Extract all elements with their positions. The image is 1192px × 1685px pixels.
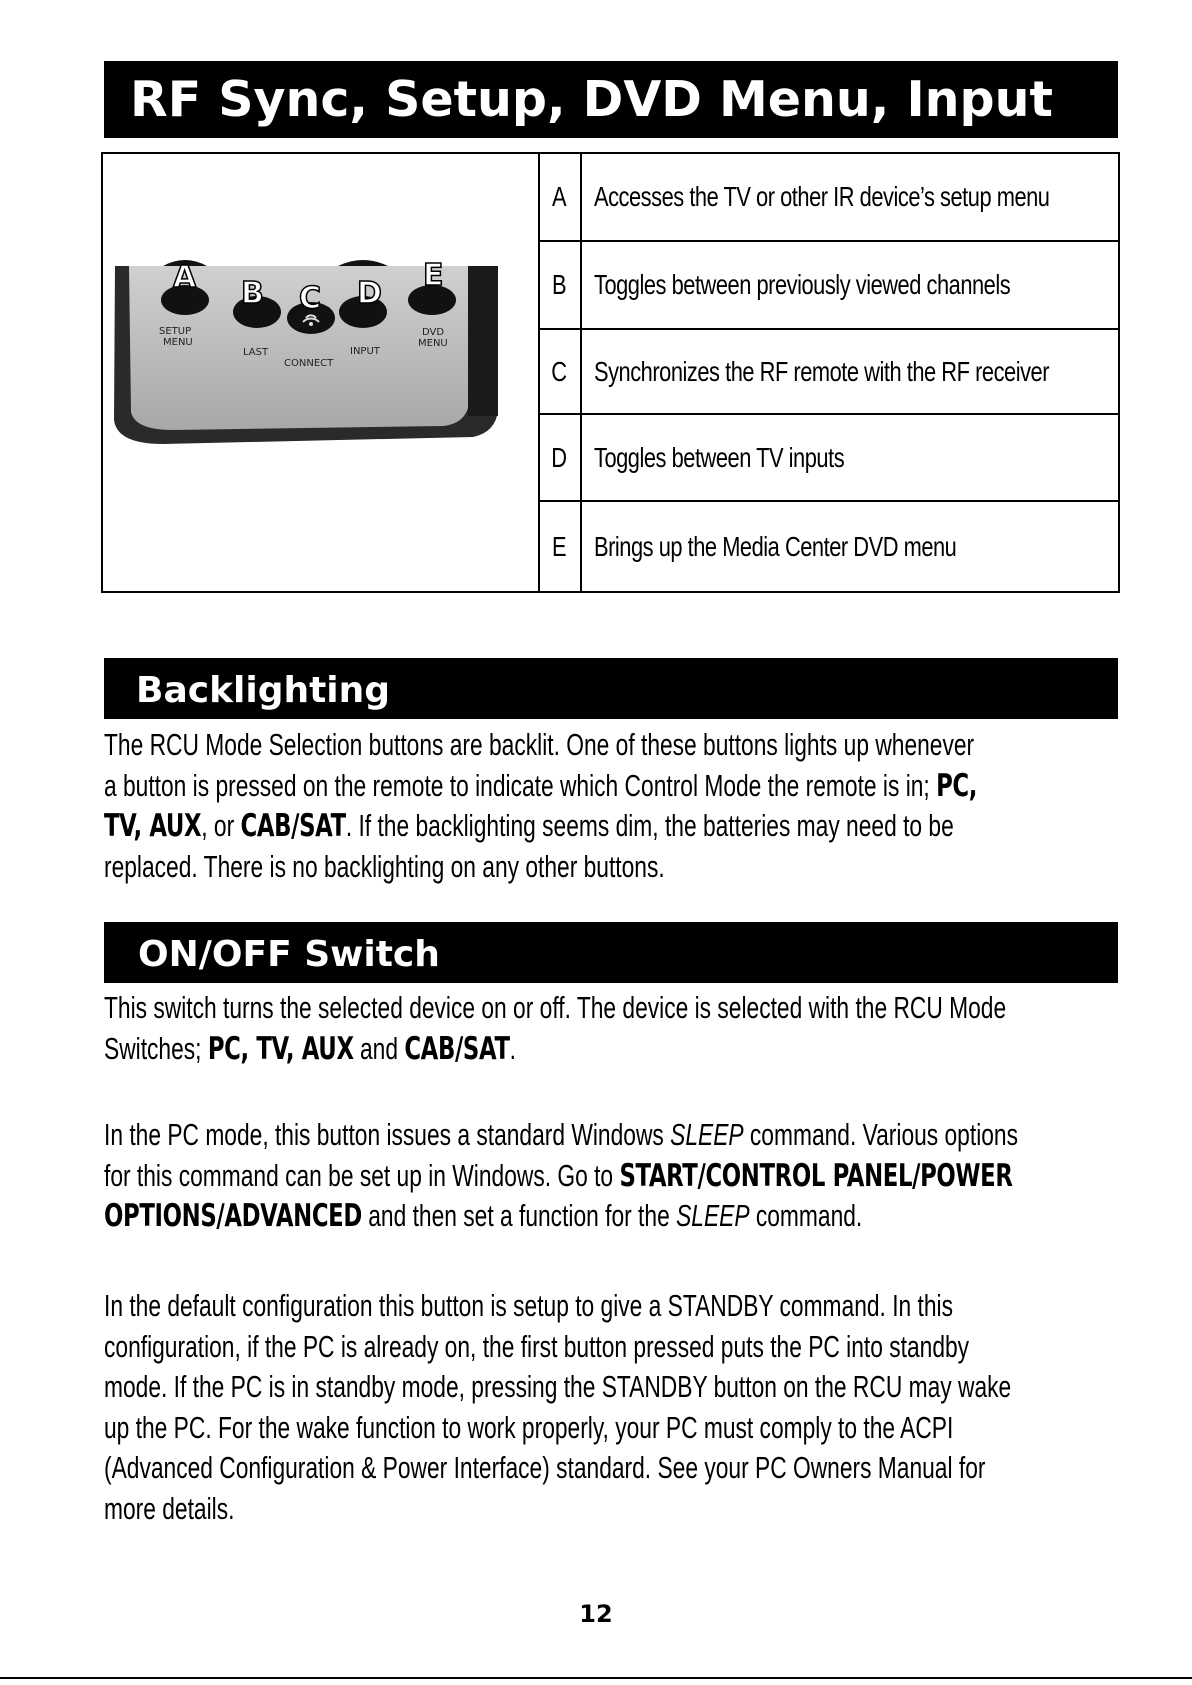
legend-letter: C [551, 355, 568, 387]
text-line: In the default configuration this button is setup to give a STANDBY command. In this [104, 1288, 954, 1323]
text-line: replaced. There is no backlighting on any other buttons. [104, 848, 665, 884]
setup-menu-label: SETUP [159, 326, 192, 337]
dvd-menu-label: DVD [422, 327, 445, 338]
bottom-rule [0, 1677, 1192, 1679]
legend-description: Accesses the TV or other IR device’s setup menu [594, 181, 1050, 212]
legend-letter: E [552, 530, 567, 562]
input-label: INPUT [350, 346, 380, 357]
legend-description: Toggles between previously viewed channels [594, 269, 1011, 300]
legend-letter: A [552, 181, 567, 212]
text-line: (Advanced Configuration & Power Interface) standard. See your PC Owners Manual for [104, 1450, 986, 1485]
legend-letter: B [552, 269, 567, 300]
backlighting-paragraph [104, 725, 1144, 887]
on-off-paragraph-2 [104, 1115, 1144, 1237]
text-line: Switches; PC, TV, AUX and CAB/SAT. [104, 1030, 516, 1067]
svg-text:MENU: MENU [418, 338, 448, 349]
page-number: 12 [579, 1600, 613, 1628]
text-line: a button is pressed on the remote to indicate which Control Mode the remote is in; PC, [104, 767, 978, 804]
legend-row [539, 242, 1118, 330]
text-line: configuration, if the PC is already on, the first button pressed puts the PC into standby [104, 1328, 970, 1364]
legend-description: Toggles between TV inputs [594, 441, 845, 473]
text-line: mode. If the PC is in standby mode, pressing the STANDBY button on the RCU may wake [104, 1369, 1012, 1404]
connect-label: CONNECT [284, 358, 334, 369]
remote-image-cell [103, 154, 540, 591]
legend-row [539, 502, 1118, 591]
text-line: In the PC mode, this button issues a standard Windows SLEEP command. Various options [104, 1117, 1018, 1152]
callout-e: E [423, 258, 444, 293]
text-line: TV, AUX, or CAB/SAT. If the backlighting seems dim, the batteries may need to be [104, 808, 954, 844]
legend-description: Brings up the Media Center DVD menu [594, 530, 957, 562]
legend-row [539, 154, 1118, 242]
callout-b: B [241, 276, 264, 311]
callout-d: D [357, 276, 382, 311]
callout-c: C [299, 281, 322, 316]
on-off-switch-heading: ON/OFF Switch [104, 922, 1118, 983]
remote-control-illustration [103, 154, 538, 591]
legend-description: Synchronizes the RF remote with the RF receiver [594, 355, 1050, 387]
text-line: more details. [104, 1490, 235, 1526]
last-label: LAST [243, 347, 269, 358]
text-line: OPTIONS/ADVANCED and then set a function for the SLEEP command. [104, 1198, 863, 1234]
on-off-paragraph-1 [104, 988, 1144, 1069]
legend-row [539, 415, 1118, 502]
text-line: up the PC. For the wake function to work properly, your PC must comply to the ACPI [104, 1409, 954, 1445]
text-line: for this command can be set up in Windows. Go to START/CONTROL PANEL/POWER [104, 1157, 1013, 1194]
callout-a: A [173, 260, 197, 295]
on-off-paragraph-3 [104, 1286, 1144, 1529]
legend-letter: D [551, 441, 568, 473]
button-legend-table [101, 152, 1120, 593]
page-title: RF Sync, Setup, DVD Menu, Input [104, 61, 1118, 138]
text-line: The RCU Mode Selection buttons are backlit. One of these buttons lights up whenever [104, 727, 975, 762]
legend-row [539, 330, 1118, 415]
svg-text:MENU: MENU [163, 337, 193, 348]
text-line: This switch turns the selected device on or off. The device is selected with the RCU Mode [104, 990, 1007, 1025]
backlighting-heading: Backlighting [104, 658, 1118, 719]
